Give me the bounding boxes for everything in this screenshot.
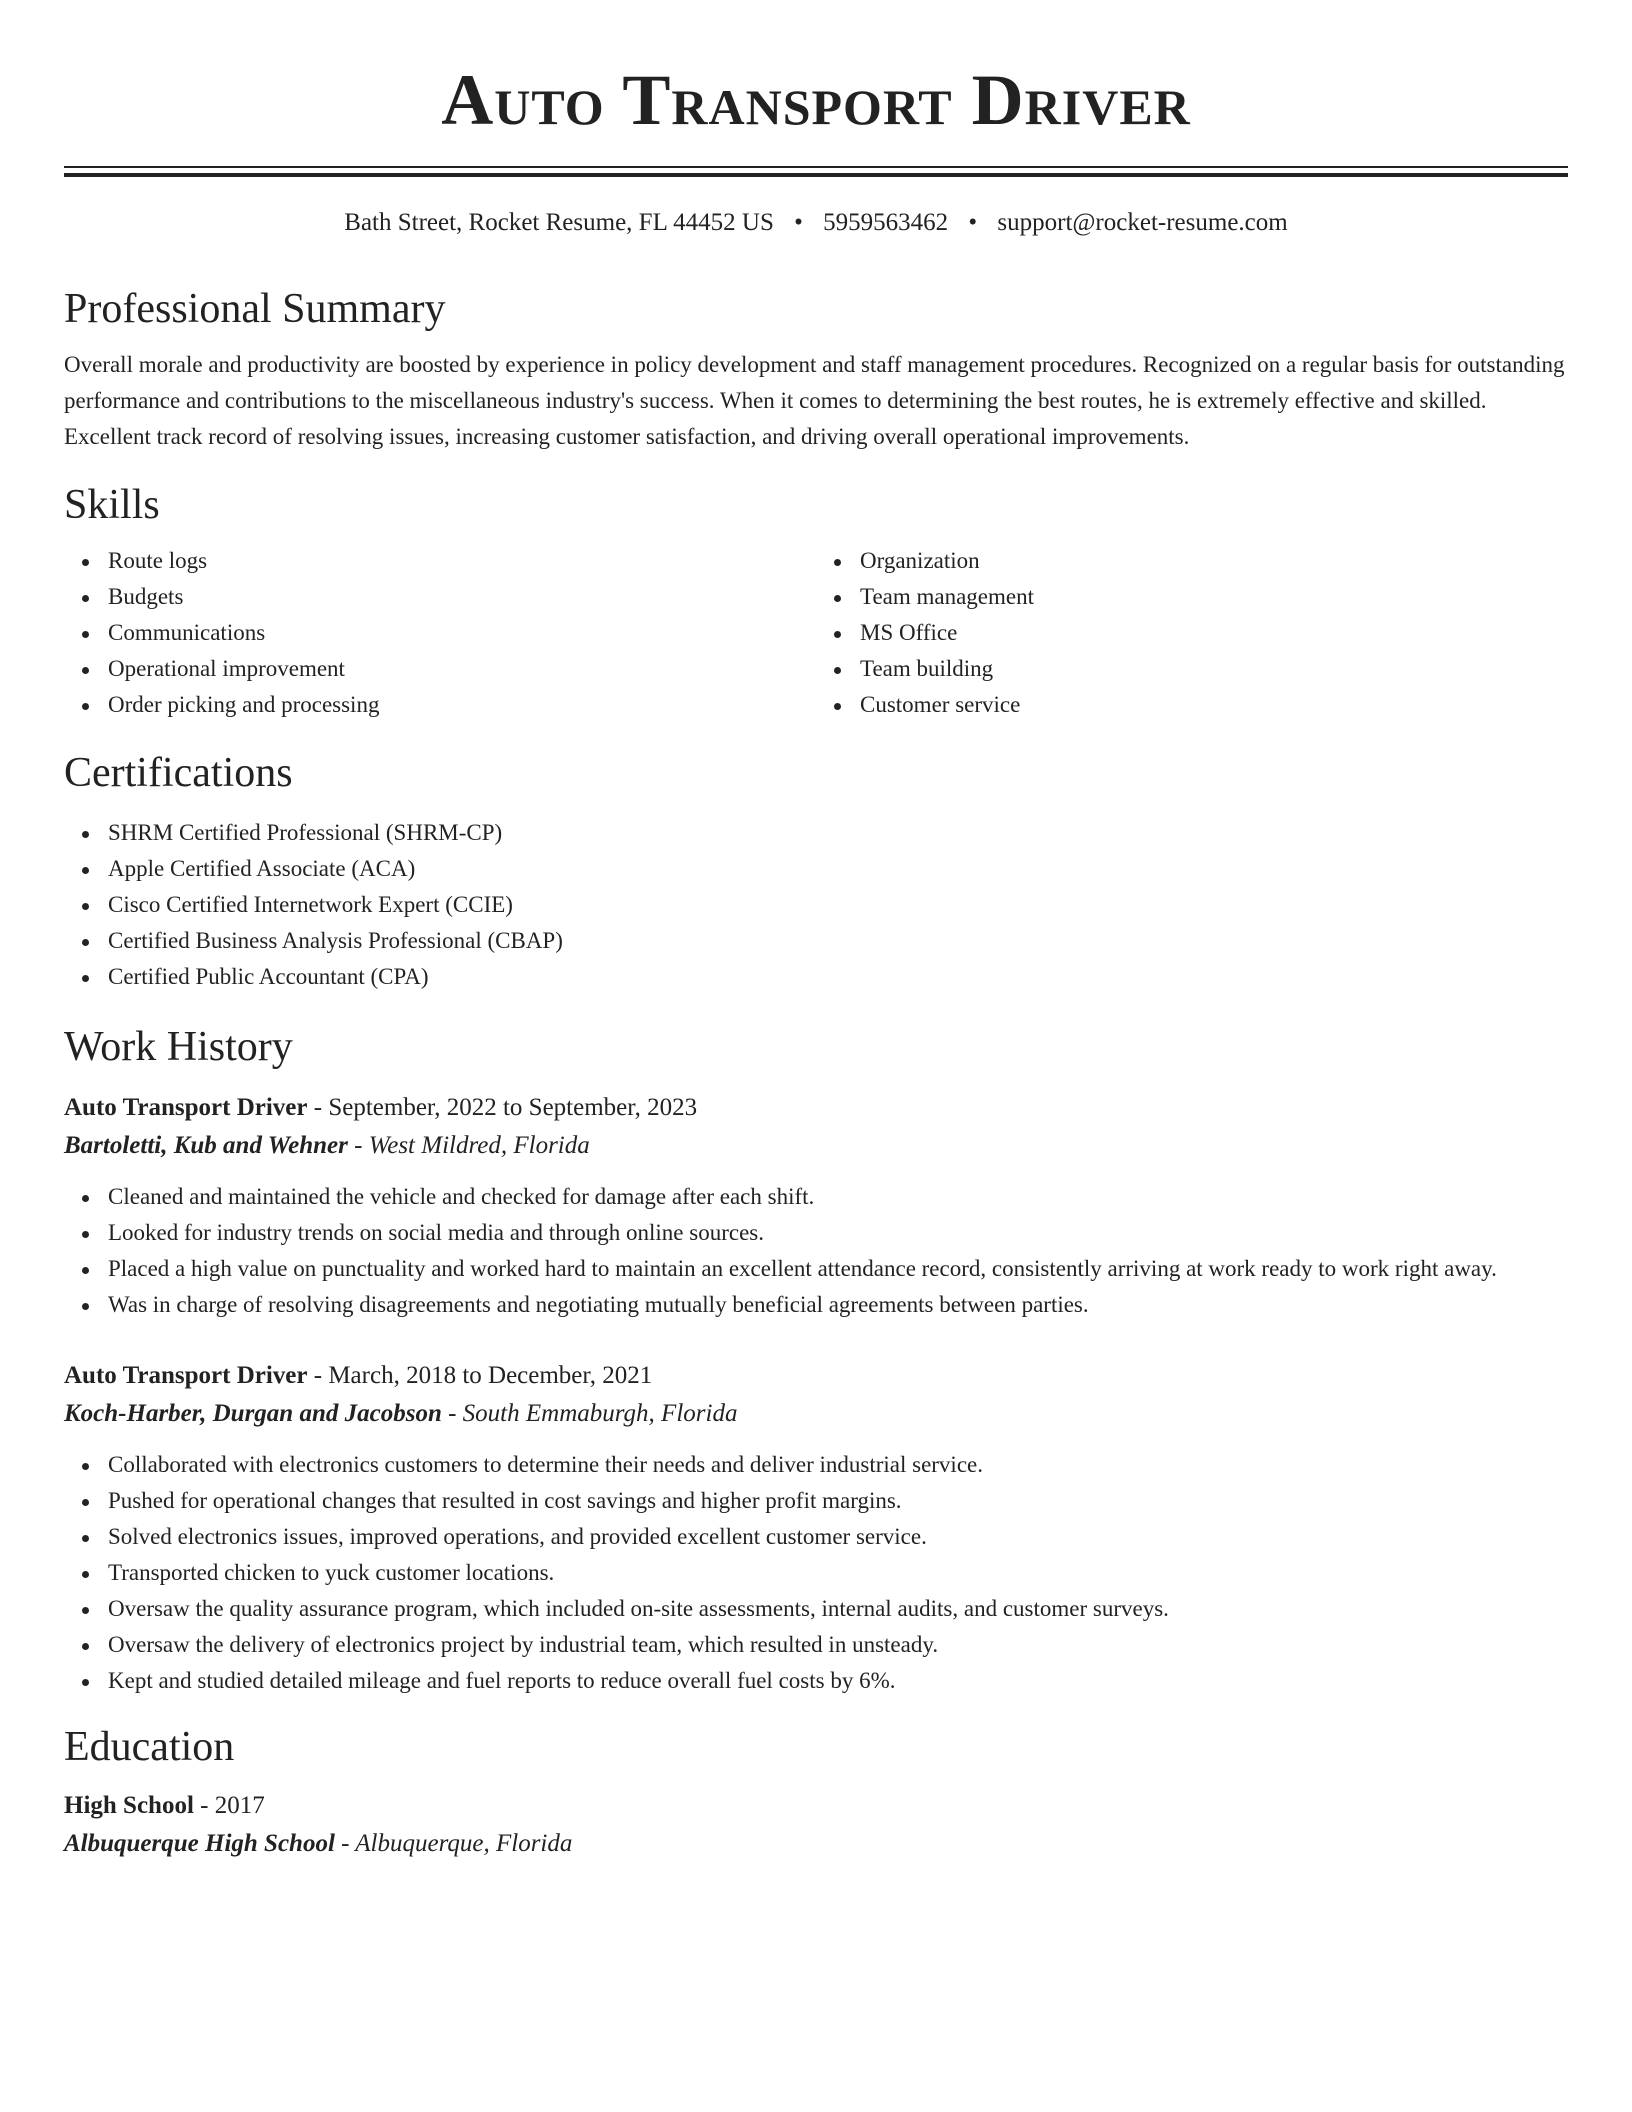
job-bullets	[64, 1179, 1568, 1323]
job-dates: - September, 2022 to September, 2023	[307, 1094, 698, 1121]
job-bullets	[64, 1447, 1568, 1699]
job-company: Koch-Harber, Durgan and Jacobson	[64, 1400, 442, 1427]
job-bullet: Solved electronics issues, improved operations, and provided excellent customer service.	[108, 1519, 1568, 1555]
job-role: Auto Transport Driver	[64, 1094, 308, 1121]
skills-heading: Skills	[64, 482, 160, 528]
summary-text: Overall morale and productivity are boosted by experience in policy development and staff management procedures. Recognized on a regular basis for outstanding performance and contributions to the miscellaneous industry's success. When it comes to determining the best routes, he is extremely effective and skilled. Excellent track record of resolving issues, increasing customer satisfaction, and driving overall operational improvements.	[64, 352, 1565, 449]
certifications-heading: Certifications	[64, 750, 293, 796]
job-bullet: Pushed for operational changes that resulted in cost savings and higher profit margins.	[108, 1483, 1568, 1519]
skill-item: MS Office	[860, 615, 1568, 651]
job-location: - West Mildred, Florida	[347, 1132, 590, 1159]
contact-address: Bath Street, Rocket Resume, FL 44452 US	[344, 209, 774, 236]
education-degree-line	[64, 1787, 1568, 1825]
skills-grid	[64, 543, 1568, 723]
contact-line	[64, 207, 1568, 239]
education-degree: High School	[64, 1792, 194, 1819]
job-bullet: Oversaw the quality assurance program, which included on-site assessments, internal audits, and customer surveys.	[108, 1591, 1568, 1627]
job-location: - South Emmaburgh, Florida	[441, 1400, 738, 1427]
skill-item: Order picking and processing	[108, 687, 816, 723]
certifications-list	[64, 815, 1568, 995]
contact-separator: •	[968, 209, 978, 236]
resume-name: Auto Transport Driver	[441, 60, 1191, 140]
education-location: - Albuquerque, Florida	[334, 1830, 573, 1857]
skill-item: Organization	[860, 543, 1568, 579]
job-bullet: Transported chicken to yuck customer locations.	[108, 1555, 1568, 1591]
skill-item: Team management	[860, 579, 1568, 615]
job-company-line	[64, 1395, 1568, 1433]
job-bullet: Cleaned and maintained the vehicle and checked for damage after each shift.	[108, 1179, 1568, 1215]
job-bullet: Kept and studied detailed mileage and fuel reports to reduce overall fuel costs by 6%.	[108, 1663, 1568, 1699]
job-dates: - March, 2018 to December, 2021	[307, 1362, 653, 1389]
job-bullet: Oversaw the delivery of electronics project by industrial team, which resulted in unsteady.	[108, 1627, 1568, 1663]
header-divider	[64, 166, 1568, 177]
skill-item: Operational improvement	[108, 651, 816, 687]
job-company: Bartoletti, Kub and Wehner	[64, 1132, 348, 1159]
education-entry	[64, 1787, 1568, 1863]
education-school-line	[64, 1825, 1568, 1863]
job-title-line	[64, 1089, 1568, 1127]
skill-item: Route logs	[108, 543, 816, 579]
contact-phone: 5959563462	[823, 209, 949, 236]
job-bullet: Collaborated with electronics customers to determine their needs and deliver industrial service.	[108, 1447, 1568, 1483]
skill-item: Communications	[108, 615, 816, 651]
skill-item: Team building	[860, 651, 1568, 687]
certification-item: Apple Certified Associate (ACA)	[108, 851, 1568, 887]
skill-item: Budgets	[108, 579, 816, 615]
education-year: - 2017	[193, 1792, 265, 1819]
job-bullet: Looked for industry trends on social media and through online sources.	[108, 1215, 1568, 1251]
contact-email: support@rocket-resume.com	[997, 209, 1288, 236]
job-bullet: Was in charge of resolving disagreements and negotiating mutually beneficial agreements between parties.	[108, 1287, 1568, 1323]
job-title-line	[64, 1357, 1568, 1395]
certification-item: Certified Public Accountant (CPA)	[108, 959, 1568, 995]
job-bullet: Placed a high value on punctuality and worked hard to maintain an excellent attendance record, consistently arriving at work ready to work right away.	[108, 1251, 1568, 1287]
job-entry	[64, 1357, 1568, 1699]
skill-item: Customer service	[860, 687, 1568, 723]
education-school: Albuquerque High School	[64, 1830, 335, 1857]
education-heading: Education	[64, 1724, 235, 1770]
skills-list-right	[816, 543, 1568, 723]
job-entry	[64, 1089, 1568, 1323]
certification-item: SHRM Certified Professional (SHRM-CP)	[108, 815, 1568, 851]
skills-list-left	[64, 543, 816, 723]
certification-item: Certified Business Analysis Professional (CBAP)	[108, 923, 1568, 959]
certification-item: Cisco Certified Internetwork Expert (CCIE)	[108, 887, 1568, 923]
work-history-heading: Work History	[64, 1024, 293, 1070]
summary-heading: Professional Summary	[64, 286, 446, 332]
job-role: Auto Transport Driver	[64, 1362, 308, 1389]
job-company-line	[64, 1127, 1568, 1165]
contact-separator: •	[794, 209, 803, 236]
